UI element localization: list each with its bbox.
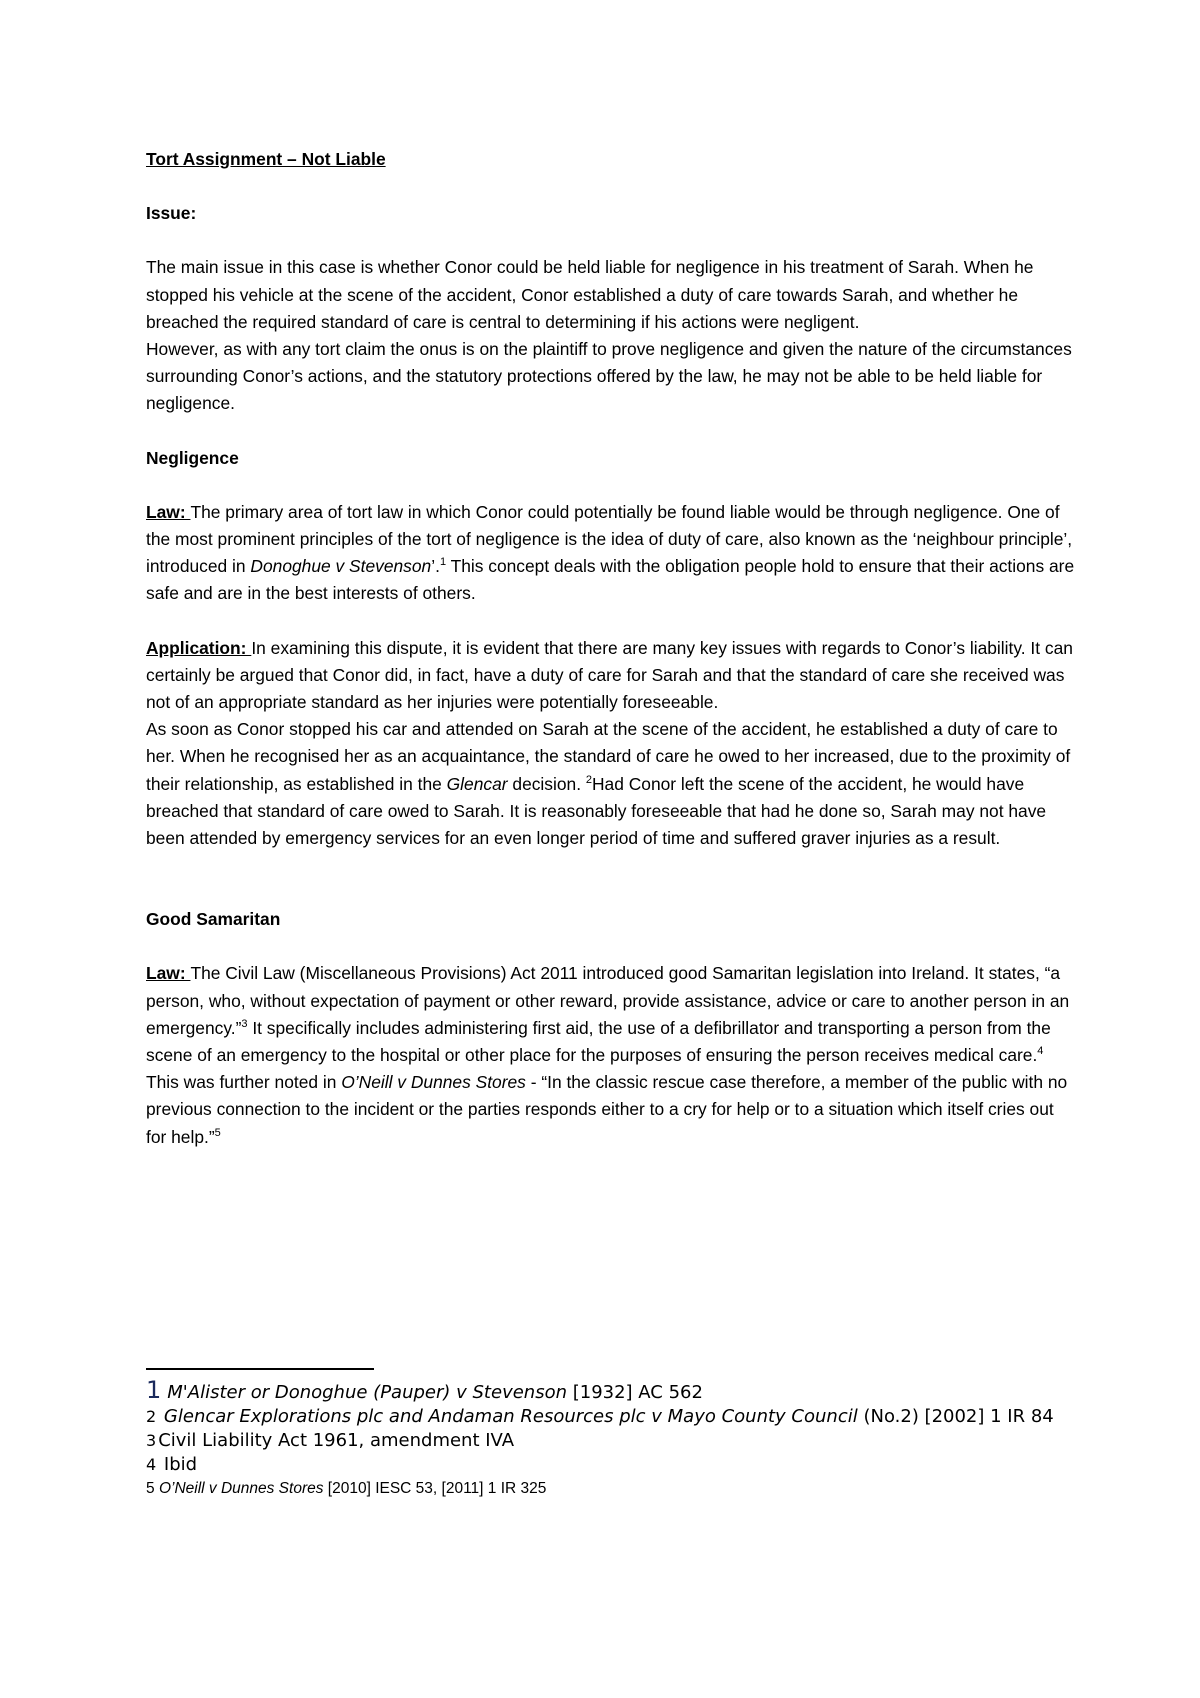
negligence-paragraph-2: As soon as Conor stopped his car and attended on Sarah at the scene of the accident, he established a duty of care to her. When he recognised her as an acquaintance, the standard of care he owed to her increased, due to the proximity of their relationship, as established in the Glencar decision. $^2$Had Conor left the scene of the accident, he would have breached that standard of care owed to Sarah. It is reasonably foreseeable that had he done so, Sarah may not have been attended by emergency services for an even longer period of time and suffered graver injuries as a result. (146, 719, 1071, 849)
issue-heading: Issue: (146, 203, 197, 224)
samaritan-heading: Good Samaritan (146, 909, 281, 930)
negligence-application-paragraph: Application: In examining this dispute, it is evident that there are many key issues with regards to Conor’s liability. It can certainly be argued that Conor did, in fact, have a duty of care for Sarah and that the standard of care she received was not of an appropriate standard as her injuries were potentially foreseeable. (146, 637, 1073, 713)
law-label: Law: (146, 501, 191, 522)
document-body (146, 146, 1076, 1151)
footnote-4: 4 Ibid (146, 1454, 198, 1475)
footnote-ref: 1 (439, 556, 447, 569)
footnote-ref: 2 (585, 773, 592, 786)
footnotes (146, 1368, 1076, 1501)
footnote-1: 1 M'Alister or Donoghue (Pauper) v Stevenson [1932] AC 562 (146, 1376, 703, 1404)
footnote-3: 3 Civil Liability Act 1961, amendment IVA (146, 1430, 515, 1451)
case-citation: O’Neill v Dunnes Stores (341, 1072, 526, 1093)
case-citation: Donoghue v Stevenson (250, 556, 432, 577)
law-label: Law: (146, 963, 191, 984)
samaritan-law-paragraph: Law: The Civil Law (Miscellaneous Provisions) Act 2011 introduced good Samaritan legislation into Ireland. It states, “a person, who, without expectation of payment or other reward, provide assistance, advice or care to another person in an emergency.”$^3$ It specifically includes administering first aid, the use of a defibrillator and transporting a person from the scene of an emergency to the hospital or other place for the purposes of ensuring the person receives medical care.$^4$ (146, 963, 1070, 1066)
footnote-ref: 4 (1037, 1045, 1044, 1058)
footnote-ref: 5 (214, 1126, 221, 1139)
footnote-ref: 3 (241, 1018, 248, 1031)
footnote-2: 2 Glencar Explorations plc and Andaman Resources plc v Mayo County Council (No.2) [2002] 1 IR 84 (146, 1406, 1054, 1427)
issue-paragraph-2: However, as with any tort claim the onus is on the plaintiff to prove negligence and given the nature of the circumstances surrounding Conor’s actions, and the statutory protections offered by the law, he may not be able to be held liable for negligence. (146, 339, 1072, 414)
negligence-law-paragraph: Law: The primary area of tort law in which Conor could potentially be found liable would be through negligence. One of the most prominent principles of the tort of negligence is the idea of duty of care, also known as the ‘neighbour principle’, introduced in Donoghue v Stevenson’.$^1$ This concept deals with the obligation people hold to ensure that their actions are safe and are in the best interests of others. (146, 501, 1075, 604)
footnote-divider (146, 1368, 374, 1370)
case-citation: Glencar (446, 773, 508, 794)
document-title: Tort Assignment – Not Liable (146, 149, 386, 169)
application-label: Application: (146, 637, 252, 658)
negligence-heading: Negligence (146, 447, 239, 468)
footnote-5: 5 O’Neill v Dunnes Stores [2010] IESC 53, [2011] 1 IR 325 (146, 1480, 547, 1497)
issue-paragraph-1: The main issue in this case is whether Conor could be held liable for negligence in his treatment of Sarah. When he stopped his vehicle at the scene of the accident, Conor established a duty of care towards Sarah, and whether he breached the required standard of care is central to determining if his actions were negligent. (146, 257, 1034, 332)
samaritan-paragraph-2: This was further noted in O’Neill v Dunnes Stores - “In the classic rescue case therefore, a member of the public with no previous connection to the incident or the parties responds either to a cry for help or to a situation which itself cries out for help.”$^5$ (146, 1072, 1068, 1147)
